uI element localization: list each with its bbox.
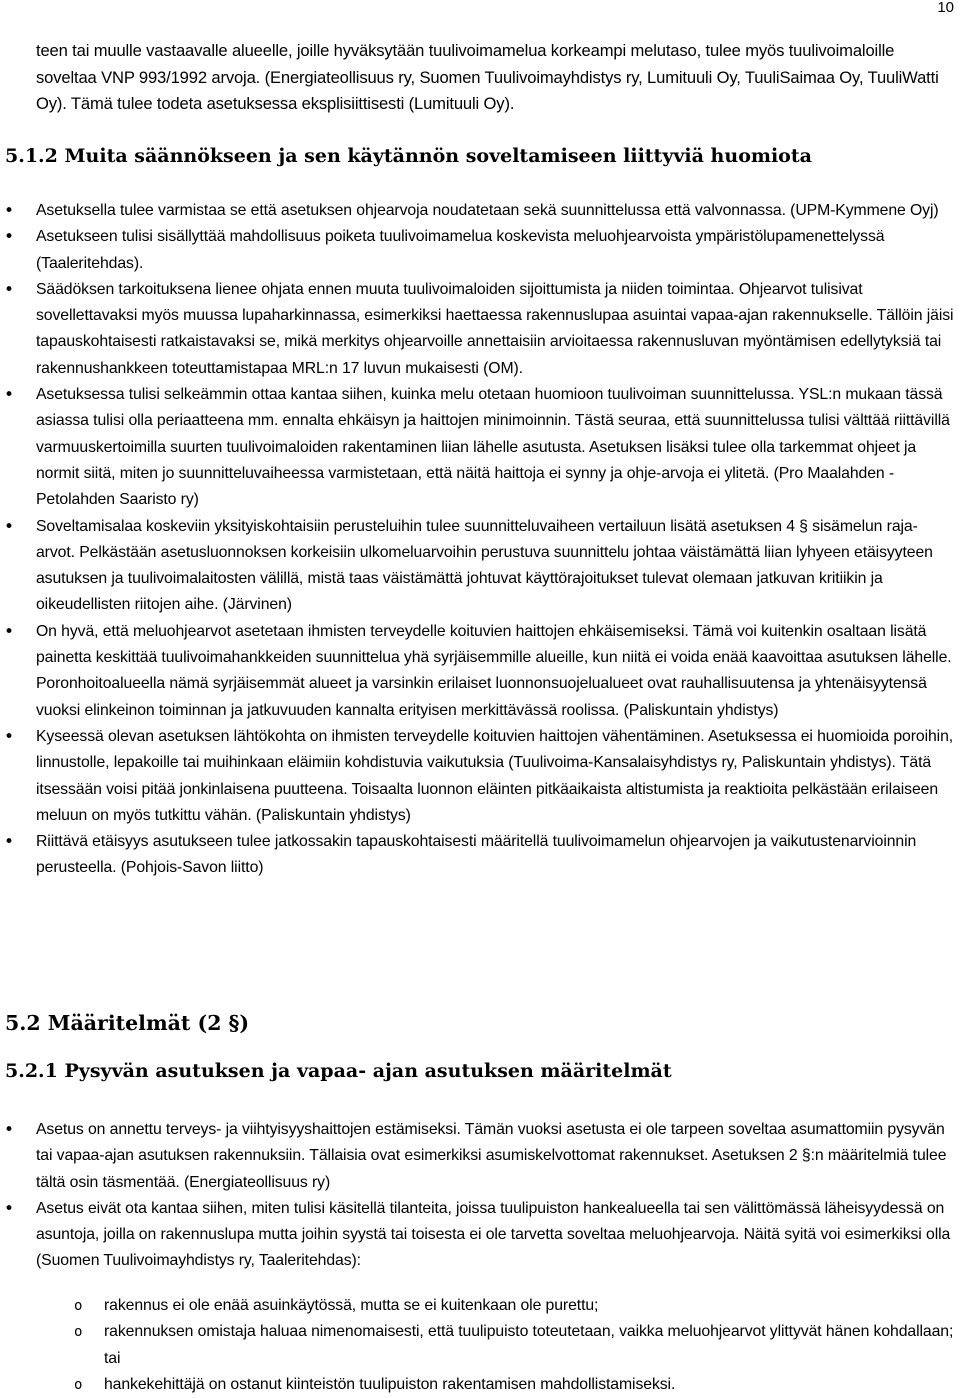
list-item: • Soveltamisalaa koskeviin yksityiskohtaisiin perusteluihin tulee suunnitteluvaiheen vertailuun lisätä asetuksen 4 § sisämelun raja-arvot. Pelkästään asetusluonnoksen korkeisiin ulkomeluarvoihin perustuva suunnittelu johtaa väistämättä liian lyhyeen etäisyyteen asutuksen ja tuulivoimalaitosten välillä, mistä taas väistämättä johtuvat käyttörajoitukset tulevat olemaan jatkuvan kritiikin ja oikeudellisten riitojen aihe. (Järvinen) [0,514,954,619]
list-item: • Asetus on annettu terveys- ja viihtyisyyshaittojen estämiseksi. Tämän vuoksi asetusta ei ole tarpeen soveltaa asumattomiin pysyvän tai vapaa-ajan asutuksen rakennuksiin. Tällaisia ovat esimerkiksi asumiskelvottomat rakennukset. Asetuksen 2 §:n määritelmiä tulee tältä osin täsmentää. (Energiateollisuus ry) [0,1117,954,1196]
list-item: • Asetuksella tulee varmistaa se että asetuksen ohjearvoja noudatetaan sekä suunnittelussa että valvonnassa. (UPM-Kymmene Oyj) [0,198,954,224]
list-item: • Asetukseen tulisi sisällyttää mahdollisuus poiketa tuulivoimamelua koskevista meluohjearvoista ympäristölupamenettelyssä (Taaleritehdas). [0,224,954,277]
sub-list-item: o hankekehittäjä on ostanut kiinteistön tuulipuiston rakentamisen mahdollistamiseksi. [0,1372,954,1398]
list-item: • Säädöksen tarkoituksena lienee ohjata ennen muuta tuulivoimaloiden sijoittumista ja niiden toimintaa. Ohjearvot tulisivat sovellettavaksi myös muussa lupaharkinnassa, esimerkiksi haettaessa rakennuslupaa asuintai vapaa-ajan rakennukselle. Tällöin jäisi tapauskohtaisesti ratkaistavaksi se, mikä merkitys ohjearvoille annettaisiin arvioitaessa rakennusluvan myöntämisen edellytyksiä tai rakennushankkeen toteuttamistapaa MRL:n 17 luvun mukaisesti (OM). [0,277,954,382]
bullet-list-521 [0,1117,960,1275]
sub-list-item: o rakennus ei ole enää asuinkäytössä, mutta se ei kuitenkaan ole purettu; [0,1293,954,1319]
section-heading-521: 5.2.1 Pysyvän asutuksen ja vapaa- ajan asutuksen määritelmät [5,1060,672,1082]
bullet-list-512 [0,198,960,882]
list-item: • Asetus eivät ota kantaa siihen, miten tulisi käsitellä tilanteita, joissa tuulipuiston hankealueella tai sen välittömässä läheisyydessä on asuntoja, joilla on rakennuslupa mutta joihin syystä tai toisesta ei ole tarvetta soveltaa meluohjearvoja. Näitä syitä voi esimerkiksi olla (Suomen Tuulivoimayhdistys ry, Taaleritehdas): [0,1196,954,1275]
section-heading-52: 5.2 Määritelmät (2 §) [5,1011,250,1035]
list-item: • Asetuksessa tulisi selkeämmin ottaa kantaa siihen, kuinka melu otetaan huomioon tuulivoiman suunnittelussa. YSL:n mukaan tässä asiassa tulisi olla periaatteena mm. ennalta ehkäisyn ja haittojen minimoinnin. Tästä seuraa, että suunnittelussa tulisi välttää riittävillä varmuuskertoimilla suurten tuulivoimaloiden rakentaminen liian lähelle asutusta. Asetuksen lisäksi tulee olla tarkemmat ohjeet ja normit siitä, miten jo suunnitteluvaiheessa varmistetaan, että näitä haittoja ei synny ja ohje-arvoja ei ylitetä. (Pro Maalahden - Petolahden Saaristo ry) [0,382,954,513]
list-item: • Kyseessä olevan asetuksen lähtökohta on ihmisten terveydelle koituvien haittojen vähentäminen. Asetuksessa ei huomioida poroihin, linnustolle, lepakoille tai muihinkaan eläimiin kohdistuvia vaikutuksia (Tuulivoima-Kansalaisyhdistys ry, Paliskuntain yhdistys). Tätä itsessään voisi pitää jonkinlaisena puutteena. Toisaalta luonnon eläinten pitkäaikaista altistumista ja reaktioita pelkästään erilaiseen meluun on myös tutkittu vähän. (Paliskuntain yhdistys) [0,724,954,829]
list-item: • On hyvä, että meluohjearvot asetetaan ihmisten terveydelle koituvien haittojen ehkäisemiseksi. Tämä voi kuitenkin osaltaan lisätä painetta keskittää tuulivoimahankkeiden suunnittelua yhä syrjäisemmille alueille, kun niitä ei voida enää kaavoittaa asutuksen lähelle. Poronhoitoalueella nämä syrjäisemmät alueet ja varsinkin erilaiset luonnonsuojelualueet ovat rauhallisuutensa ja yhtenäisyytensä vuoksi elinkeinon toiminnan ja jatkuvuuden kannalta erityisen merkittävässä roolissa. (Paliskuntain yhdistys) [0,619,954,724]
list-item: • Riittävä etäisyys asutukseen tulee jatkossakin tapauskohtaisesti määritellä tuulivoimamelun ohjearvojen ja vaikutustenarvioinnin perusteella. (Pohjois-Savon liitto) [0,829,954,882]
intro-paragraph: teen tai muulle vastaavalle alueelle, joille hyväksytään tuulivoimamelua korkeampi melutaso, tulee myös tuulivoimaloille soveltaa VNP 993/1992 arvoja. (Energiateollisuus ry, Suomen Tuulivoimayhdistys ry, Lumituuli Oy, TuuliSaimaa Oy, TuuliWatti Oy). Tämä tulee todeta asetuksessa eksplisiittisesti (Lumituuli Oy). [36,41,939,113]
sub-list-item: o rakennuksen omistaja haluaa nimenomaisesti, että tuulipuisto toteutetaan, vaikka meluohjearvot ylittyvät hänen kohdallaan; tai [0,1319,954,1372]
section-heading-512: 5.1.2 Muita säännökseen ja sen käytännön soveltamiseen liittyviä huomiota [5,145,812,167]
sub-bullet-list [0,1293,960,1398]
page-number: 10 [937,0,954,16]
